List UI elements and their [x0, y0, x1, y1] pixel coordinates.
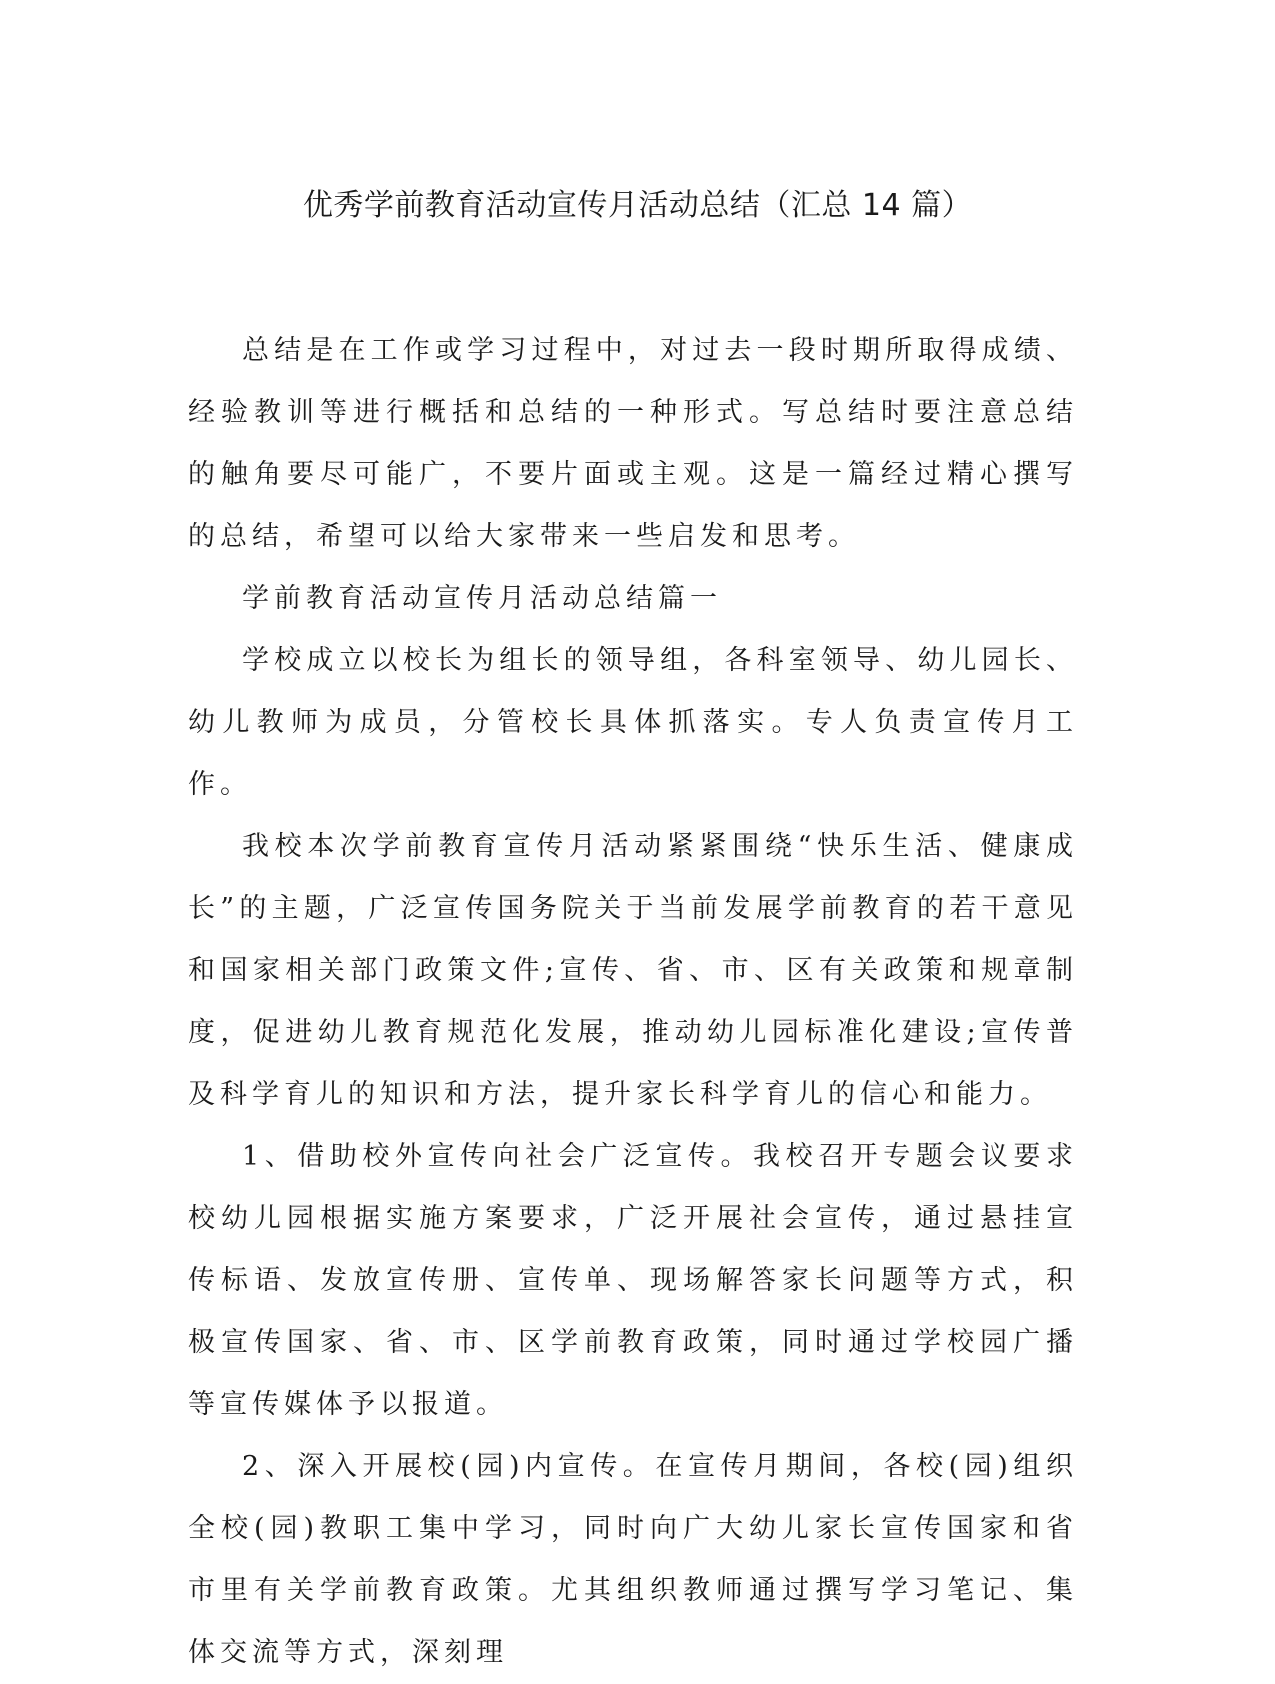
document-title: 优秀学前教育活动宣传月活动总结（汇总 14 篇） [302, 188, 973, 223]
body-paragraph: 1、借助校外宣传向社会广泛宣传。我校召开专题会议要求校幼儿园根据实施方案要求，广泛开展社会宣传，通过悬挂宣传标语、发放宣传册、宣传单、现场解答家长问题等方式，积极宣传国家、省、市、区学前教育政策，同时通过学校园广播等宣传媒体予以报道。 [188, 1141, 1078, 1420]
body-paragraph: 我校本次学前教育宣传月活动紧紧围绕“快乐生活、健康成长”的主题，广泛宣传国务院关于当前发展学前教育的若干意见和国家相关部门政策文件;宣传、省、市、区有关政策和规章制度，促进幼儿教育规范化发展，推动幼儿园标准化建设;宣传普及科学育儿的知识和方法，提升家长科学育儿的信心和能力。 [188, 831, 1078, 1110]
intro-paragraph: 总结是在工作或学习过程中，对过去一段时期所取得成绩、经验教训等进行概括和总结的一种形式。写总结时要注意总结的触角要尽可能广，不要片面或主观。这是一篇经过精心撰写的总结，希望可以给大家带来一些启发和思考。 [188, 335, 1078, 552]
body-paragraph: 学校成立以校长为组长的领导组，各科室领导、幼儿园长、幼儿教师为成员，分管校长具体抓落实。专人负责宣传月工作。 [188, 645, 1078, 800]
document-body [188, 320, 1078, 1684]
body-paragraph: 2、深入开展校(园)内宣传。在宣传月期间，各校(园)组织全校(园)教职工集中学习，同时向广大幼儿家长宣传国家和省市里有关学前教育政策。尤其组织教师通过撰写学习笔记、集体交流等方式，深刻理 [188, 1451, 1078, 1668]
section-heading: 学前教育活动宣传月活动总结篇一 [242, 583, 722, 614]
